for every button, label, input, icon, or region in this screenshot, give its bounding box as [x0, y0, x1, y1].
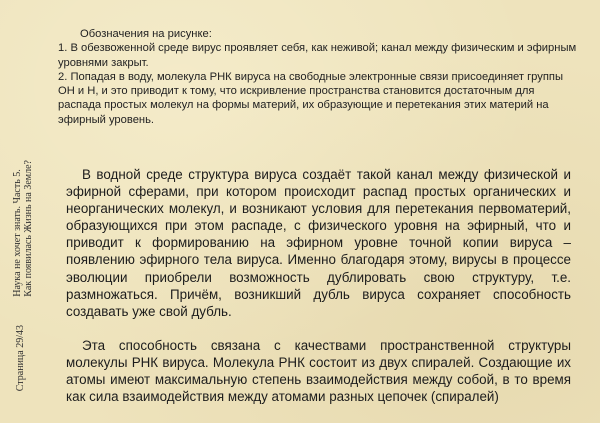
paragraph-1: В водной среде структура вируса создаёт такой канал между физической и эфирной сферами, при котором происходит распад простых органических и неорганических молекул, и возникают условия для перетекания первоматерий, образующихся при этом распаде, с физического уровня на эфирный, что и приводит к формированию на эфирном уровне точной копии вируса – появлению эфирного тела вируса. Именно благодаря этому, вирусы в процессе эволюции приобрели возможность дублировать свою структуру, т.е. размножаться. Причём, возникший дубль вируса сохраняет способность создавать уже свой дубль. [66, 167, 571, 319]
caption-item-1: 1. В обезвоженной среде вирус проявляет себя, как неживой; канал между физическим и эфирным уровнями закрыт. [58, 42, 577, 69]
caption-item-2: 2. Попадая в воду, молекула РНК вируса на свободные электронные связи присоединяет группы ОН и Н, и это приводит к тому, что искривление пространства становится достаточным для распада простых молекул на формы материй, их образующие и перетекания этих материй на эфирный уровень. [58, 70, 564, 126]
body-text [66, 166, 571, 405]
side-book-title-line-1: Наука не хочет знать. Часть 5. [12, 169, 23, 297]
paragraph-2: Эта способность связана с качествами пространственной структуры молекулы РНК вируса. Молекула РНК состоит из двух спиралей. Создающие их атомы имеют максимальную степень взаимодействия между собой, в то время как сила взаимодействия между атомами разных цепочек (спиралей) [66, 337, 571, 405]
side-book-title-line-2: Как появилась Жизнь на Земле? [23, 160, 34, 297]
page-number-label: Страница 29/43 [15, 325, 26, 392]
figure-caption [58, 27, 578, 127]
side-book-title [12, 160, 34, 297]
caption-title: Обозначения на рисунке: [80, 28, 212, 40]
side-page-number [15, 325, 26, 396]
